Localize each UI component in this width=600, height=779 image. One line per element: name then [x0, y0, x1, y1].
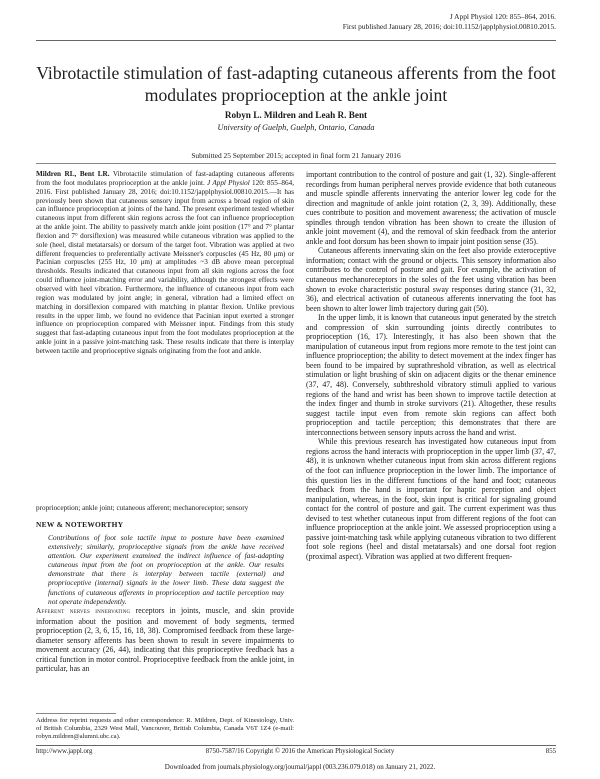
article-title: Vibrotactile stimulation of fast-adapting cutaneous afferents from the foot modulates proprioception at the ankle joint	[36, 63, 556, 105]
journal-citation: J Appl Physiol 120: 855–864, 2016.	[449, 12, 556, 21]
header-rule	[36, 40, 556, 41]
introduction	[36, 606, 294, 674]
right-paragraph-4: While this previous research has investigated how cutaneous input from regions across the hand interacts with proprioception in the upper limb (37, 47, 48), it is unknown whether cutaneous input from skin across different regions of the foot can influence proprioception in the lower limb. The importance of this question lies in the different functions of the hand and foot; cutaneous feedback from the hand is important for haptic perception and object manipulation, whereas, in the foot, skin input is critical for signaling ground contact for the control of posture and gait. The current experiment was thus devised to test whether cutaneous input from different regions of the foot can influence proprioception at the ankle joint. We assessed proprioception using a passive joint-matching task while applying cutaneous vibration to two different foot sole regions (heel and distal metatarsals) and one dorsal foot region (proximal aspect). Vibration was applied at two different frequen-	[306, 437, 556, 561]
abstract-lead-rest: Vibrotactile stimulation of fast-adapting cutaneous afferents from the foot modulates proprioception at the ankle joint.	[36, 170, 294, 187]
authors: Robyn L. Mildren and Leah R. Bent	[224, 110, 368, 120]
submission-dates: Submitted 25 September 2015; accepted in final form 21 January 2016	[191, 151, 401, 160]
right-paragraph-3: In the upper limb, it is known that cutaneous input generated by the stretch and compression of skin surrounding joints directly contributes to proprioception (16, 17). Interestingly, it has also been shown that the manipulation of cutaneous input from regions more remote to the test joint can influence proprioception; the ability to detect movement at the index finger has been found to be impaired by suprathreshold vibration, as well as electrical stimulation or light brushing of skin on adjacent digits or the thenar eminence (37, 47, 48). Conversely, subthreshold vibratory stimuli applied to various regions of the hand and wrist has been shown to improve tactile detection at the index finger and thumb in stroke survivors (21). Altogether, these results suggest tactile input even from remote skin regions can affect both proprioception and tactile perception; this demonstrates that there are interconnections between sensory inputs across the hand and wrist.	[306, 313, 556, 437]
footer-rule	[36, 745, 556, 746]
abstract	[36, 170, 294, 356]
journal-reference	[256, 12, 556, 32]
new-noteworthy-heading: NEW & NOTEWORTHY	[36, 520, 124, 529]
journal-url[interactable]: http://www.jappl.org	[36, 748, 93, 755]
intro-lead: Afferent nerves innervating	[36, 607, 131, 615]
first-published: First published January 28, 2016; doi:10.1152/japplphysiol.00810.2015.	[342, 22, 556, 31]
right-column	[306, 170, 556, 561]
abstract-journal: J Appl Physiol	[207, 178, 250, 187]
correspondence-footnote: Address for reprint requests and other correspondence: R. Mildren, Dept. of Kinesiology, Univ. of British Columbia, 2329 West Mall, Vancouver, British Columbia, Canada V6T 1Z4 (e-mail: robyn.mildren@alumni.ubc.ca).	[36, 717, 294, 741]
abstract-lead: Mildren RL, Bent LR.	[36, 170, 110, 178]
download-notice: Downloaded from journals.physiology.org/journal/jappl (003.236.079.018) on January 21, 2022.	[164, 763, 436, 771]
affiliation: University of Guelph, Guelph, Ontario, Canada	[217, 123, 375, 132]
abstract-body: 120: 855–864, 2016. First published January 28, 2016; doi:10.1152/japplphysiol.00810.2015.—It has previously been shown that cutaneous sensory input from across a broad region of skin can influence proprioception at joints of the hand. The present experiment tested whether cutaneous input from different skin regions across the foot can influence proprioception at the ankle joint. The ability to passively match ankle joint position (17° and 7° plantar flexion and 7° dorsiflexion) was measured while cutaneous vibration was applied to the sole (heel, distal metatarsals) or dorsum of the target foot. Vibration was applied at two different frequencies to preferentially activate Meissner's corpuscles (45 Hz, 80 μm) or Pacinian corpuscles (255 Hz, 10 μm) at amplitudes ~3 dB above mean perceptual thresholds. Results indicated that cutaneous input from all skin regions across the foot could influence joint-matching error and variability, although the strongest effects were observed with heel vibration. Furthermore, the influence of cutaneous input from each region was modulated by joint angle; in general, vibration had a limited effect on matching in dorsiflexion compared with matching in plantar flexion. Unlike previous results in the upper limb, we found no evidence that Pacinian input exerted a stronger influence on proprioception compared with Meissner input. Findings from this study suggest that fast-adapting cutaneous input from the foot modulates proprioception at the ankle joint in a passive joint-matching task. These results indicate that there is interplay between tactile and proprioceptive signals originating from the foot and ankle.	[36, 178, 294, 355]
right-paragraph-2: Cutaneous afferents innervating skin on the feet also provide exteroceptive information; contact with the ground or objects. This sensory information also contributes to the control of posture and gait. For example, the activation of cutaneous mechanoreceptors in the soles of the feet using vibration has been shown to evoke characteristic postural sway responses during stance (31, 32, 36), and electrical activation of cutaneous afferents innervating the foot has been shown to alter lower limb trajectory during gait (50).	[306, 246, 556, 313]
page-number: 855	[545, 748, 556, 755]
right-paragraph-1: important contribution to the control of posture and gait (1, 32). Single-afferent recordings from human peripheral nerves provide evidence that both cutaneous and muscle spindle afferents innervating the anterior lower leg code for the direction and magnitude of ankle joint rotation (2, 3, 39). Additionally, these cues contribute to position and movement awareness; the activation of muscle spindles through tendon vibration has been shown to create the illusion of ankle joint movement (4), and the removal of skin feedback from the anterior ankle and foot dorsum has been shown to impair joint position sense (35).	[306, 170, 556, 246]
keywords: proprioception; ankle joint; cutaneous afferent; mechanoreceptor; sensory	[36, 504, 249, 512]
intro-text: receptors in joints, muscle, and skin provide information about the position and movement of body segments, termed proprioception (2, 3, 6, 15, 16, 18, 38). Compromised feedback from these large-diameter sensory afferents has been shown to result in severe impairments to movement accuracy (26, 44), indicating that this proprioceptive feedback has a critical function in motor control. Proprioceptive feedback from the ankle joint, in particular, has an	[36, 606, 294, 674]
copyright: 8750-7587/16 Copyright © 2016 the American Physiological Society	[205, 748, 395, 755]
footnote-rule	[36, 713, 116, 714]
title-rule	[36, 163, 556, 164]
new-noteworthy-body: Contributions of foot sole tactile input to posture have been examined extensively; similarly, proprioceptive signals from the ankle have received attention. Our experiment examined the indirect influence of fast-adapting cutaneous input from the foot on proprioception at the ankle. Our results demonstrate that there is interplay between tactile (external) and proprioceptive (internal) signals in the lower limb. These data suggest the functions of cutaneous afferents in proprioception and tactile perception may not operate independently.	[48, 533, 284, 606]
